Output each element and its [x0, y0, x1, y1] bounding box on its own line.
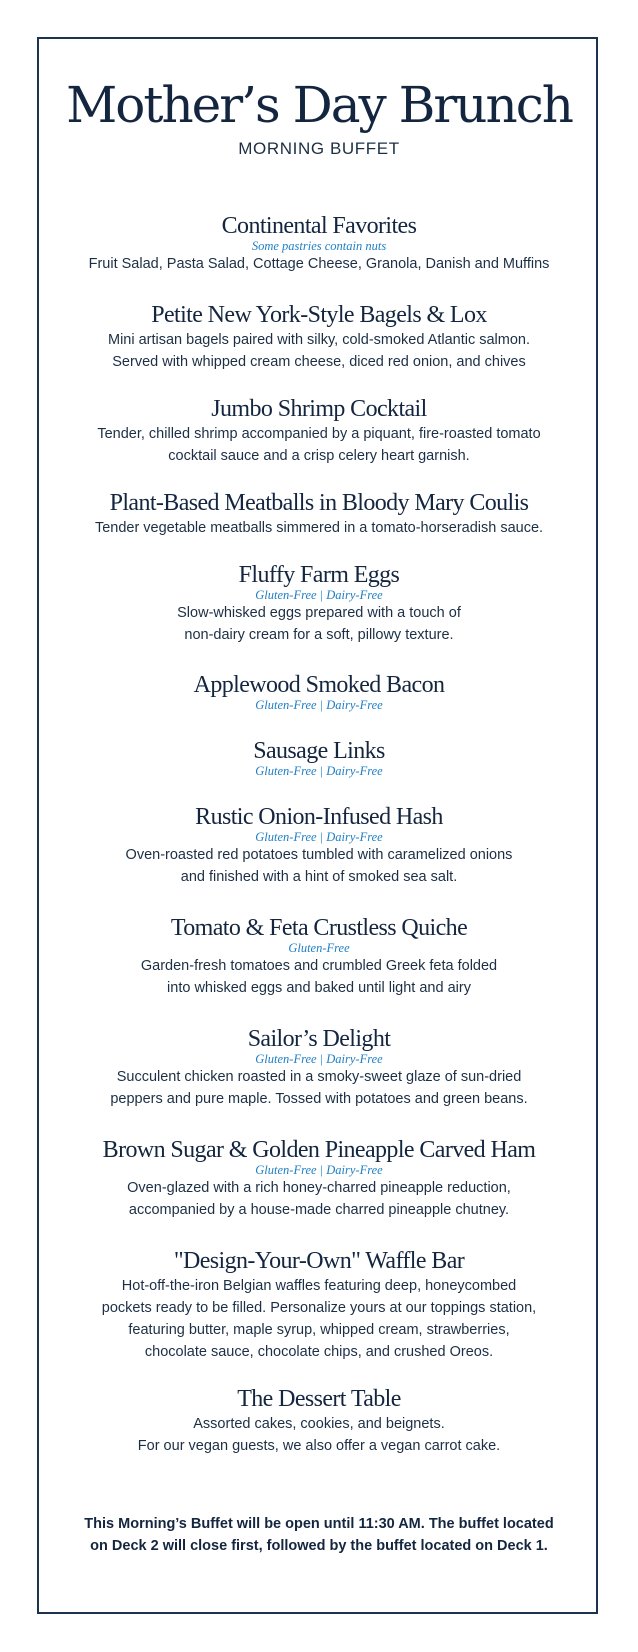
item-description — [60, 602, 578, 646]
item-name: Tomato & Feta Crustless Quiche — [170, 915, 468, 941]
item-name: Fluffy Farm Eggs — [238, 562, 400, 588]
description-line: Garden-fresh tomatoes and crumbled Greek feta folded — [140, 958, 498, 974]
menu-subtitle: MORNING BUFFET — [238, 139, 400, 158]
menu-item-continental-favorites — [60, 212, 578, 275]
dietary-tag: Gluten-Free | Dairy-Free — [255, 698, 383, 712]
menu-item-smoked-bacon — [60, 671, 578, 712]
item-description — [60, 253, 578, 275]
description-line: Mini artisan bagels paired with silky, cold-smoked Atlantic salmon. — [107, 332, 531, 348]
menu-item-shrimp-cocktail — [60, 395, 578, 467]
menu-item-carved-ham — [60, 1136, 578, 1221]
menu-item-plant-based-meatballs — [60, 489, 578, 539]
item-name: Brown Sugar & Golden Pineapple Carved Ham — [102, 1137, 536, 1163]
item-description — [60, 1413, 578, 1457]
item-description — [60, 1275, 578, 1363]
description-line: Slow-whisked eggs prepared with a touch of — [177, 605, 461, 621]
menu-item-farm-eggs — [60, 561, 578, 646]
description-line: Fruit Salad, Pasta Salad, Cottage Cheese, Granola, Danish and Muffins — [88, 256, 550, 272]
item-description — [60, 1066, 578, 1110]
item-name: Continental Favorites — [221, 213, 417, 239]
description-line: Oven-glazed with a rich honey-charred pineapple reduction, — [127, 1180, 511, 1196]
description-line: Hot-off-the-iron Belgian waffles featuring deep, honeycombed — [121, 1278, 517, 1294]
description-line: Tender, chilled shrimp accompanied by a piquant, fire-roasted tomato — [97, 426, 541, 442]
menu-item-waffle-bar — [60, 1247, 578, 1363]
description-line: pockets ready to be filled. Personalize yours at our toppings station, — [101, 1300, 537, 1316]
item-description — [60, 423, 578, 467]
menu-item-crustless-quiche — [60, 914, 578, 999]
notice-line: This Morning’s Buffet will be open until 11:30 AM. The buffet located — [84, 1516, 554, 1532]
description-line: featuring butter, maple syrup, whipped cream, strawberries, — [128, 1322, 510, 1338]
description-line: accompanied by a house-made charred pineapple chutney. — [128, 1202, 510, 1218]
item-name: Plant-Based Meatballs in Bloody Mary Coulis — [109, 490, 529, 516]
description-line: into whisked eggs and baked until light and airy — [167, 980, 471, 996]
item-description — [60, 1177, 578, 1221]
menu-item-bagels-lox — [60, 301, 578, 373]
item-description — [60, 517, 578, 539]
dietary-tag: Gluten-Free | Dairy-Free — [255, 830, 383, 844]
notice-line: on Deck 2 will close first, followed by the buffet located on Deck 1. — [90, 1538, 548, 1554]
description-line: Served with whipped cream cheese, diced red onion, and chives — [112, 354, 526, 370]
description-line: chocolate sauce, chocolate chips, and crushed Oreos. — [144, 1344, 494, 1360]
item-name: Applewood Smoked Bacon — [193, 672, 445, 698]
menu-title: Mother’s Day Brunch — [66, 76, 572, 134]
item-name: "Design-Your-Own" Waffle Bar — [173, 1248, 465, 1274]
item-note: Some pastries contain nuts — [251, 239, 387, 253]
description-line: peppers and pure maple. Tossed with potatoes and green beans. — [110, 1091, 528, 1107]
description-line: and finished with a hint of smoked sea salt. — [180, 869, 458, 885]
buffet-hours-notice — [60, 1513, 578, 1557]
dietary-tag: Gluten-Free — [288, 941, 350, 955]
description-line: non-dairy cream for a soft, pillowy texture. — [184, 627, 454, 643]
description-line: Assorted cakes, cookies, and beignets. — [193, 1416, 445, 1432]
item-name: Petite New York-Style Bagels & Lox — [151, 302, 487, 328]
description-line: Oven-roasted red potatoes tumbled with caramelized onions — [125, 847, 513, 863]
dietary-tag: Gluten-Free | Dairy-Free — [255, 588, 383, 602]
menu-item-sailors-delight — [60, 1025, 578, 1110]
menu-item-dessert-table — [60, 1385, 578, 1457]
description-line: For our vegan guests, we also offer a vegan carrot cake. — [137, 1438, 501, 1454]
item-name: Jumbo Shrimp Cocktail — [211, 396, 427, 422]
item-name: Rustic Onion-Infused Hash — [195, 804, 443, 830]
dietary-tag: Gluten-Free | Dairy-Free — [255, 764, 383, 778]
item-name: Sailor’s Delight — [247, 1026, 391, 1052]
dietary-tag: Gluten-Free | Dairy-Free — [255, 1163, 383, 1177]
item-name: Sausage Links — [253, 738, 385, 764]
dietary-tag: Gluten-Free | Dairy-Free — [255, 1052, 383, 1066]
description-line: Succulent chicken roasted in a smoky-sweet glaze of sun-dried — [116, 1069, 522, 1085]
menu-item-onion-hash — [60, 803, 578, 888]
description-line: Tender vegetable meatballs simmered in a tomato-horseradish sauce. — [94, 520, 544, 536]
item-description — [60, 955, 578, 999]
item-description — [60, 329, 578, 373]
item-name: The Dessert Table — [237, 1386, 401, 1412]
description-line: cocktail sauce and a crisp celery heart garnish. — [168, 448, 470, 464]
item-description — [60, 844, 578, 888]
menu-item-sausage-links — [60, 737, 578, 778]
